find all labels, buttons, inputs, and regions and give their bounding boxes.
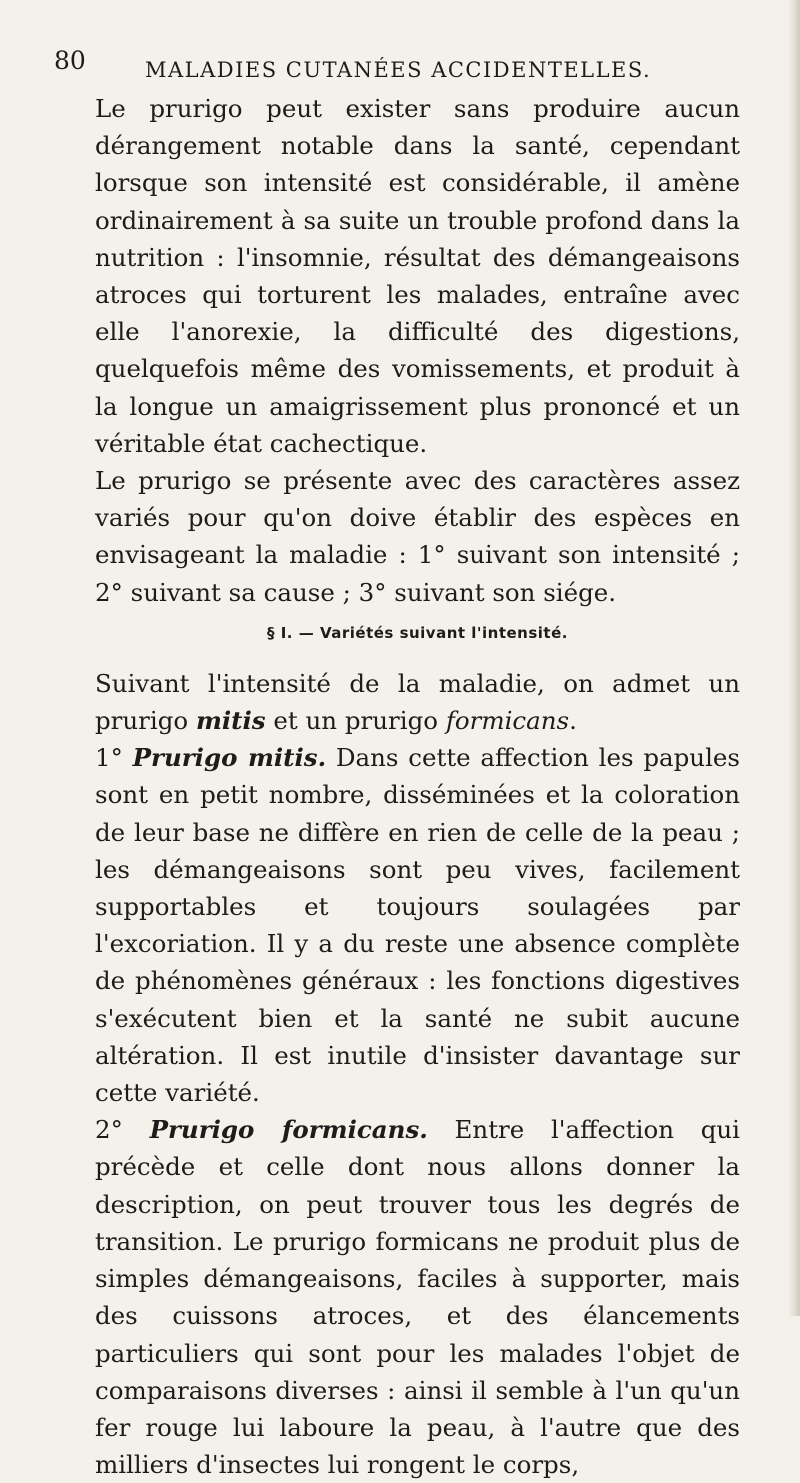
term-formicans: formicans <box>445 706 570 736</box>
body-text <box>95 90 740 1483</box>
paragraph-4-term: Prurigo mitis. <box>132 743 327 773</box>
paragraph-3 <box>95 665 740 739</box>
paragraph-5-term: Prurigo formicans. <box>149 1115 428 1145</box>
paragraph-5 <box>95 1111 740 1483</box>
page-edge-shadow <box>788 0 800 1316</box>
paragraph-5-body: Entre l'affection qui précède et celle dont nous allons donner la description, on peut trouver tous les degrés de transition. Le prurigo formicans ne produit plus de simples démangeaisons, faciles à supporter, mais des cuissons atroces, et des élancements particuliers qui sont pour les malades l'objet de comparaisons diverses : ainsi il semble à l'un qu'un fer rouge lui laboure la peau, à l'autre que des milliers d'insectes lui rongent le corps, <box>95 1115 740 1480</box>
paragraph-3-text-middle: et un prurigo <box>265 706 446 736</box>
paragraph-4 <box>95 739 740 1111</box>
paragraph-2: Le prurigo se présente avec des caractères assez variés pour qu'on doive établir des espèces en envisageant la maladie : 1° suivant son intensité ; 2° suivant sa cause ; 3° suivant son siége. <box>95 466 740 607</box>
paragraph-1: Le prurigo peut exister sans produire aucun dérangement notable dans la santé, cependant lorsque son intensité est considérable, il amène ordinairement à sa suite un trouble profond dans la nutrition : l'insomnie, résultat des démangeaisons atroces qui torturent les malades, entraîne avec elle l'anorexie, la difficulté des digestions, quelquefois même des vomissements, et produit à la longue un amaigrissement plus prononcé et un véritable état cachectique. <box>95 94 740 458</box>
paragraph-3-text: Suivant l'intensité de la maladie, on admet un prurigo <box>95 668 740 736</box>
paragraph-5-number: 2° <box>95 1115 150 1145</box>
section-heading: § I. — Variétés suivant l'intensité. <box>267 623 568 642</box>
paragraph-4-number: 1° <box>95 743 133 773</box>
paragraph-3-text-end: . <box>569 706 577 736</box>
running-head: MALADIES CUTANÉES ACCIDENTELLES. <box>145 58 652 82</box>
page-number: 80 <box>54 46 86 75</box>
term-mitis: mitis <box>195 706 266 736</box>
paragraph-4-body: Dans cette affection les papules sont en petit nombre, disséminées et la coloration de leur base ne diffère en rien de celle de la peau ; les démangeaisons sont peu vives, facilement supportables et toujours soulagées par l'excoriation. Il y a du reste une absence complète de phénomènes généraux : les fonctions digestives s'exécutent bien et la santé ne subit aucune altération. Il est inutile d'insister davantage sur cette variété. <box>95 743 740 1108</box>
